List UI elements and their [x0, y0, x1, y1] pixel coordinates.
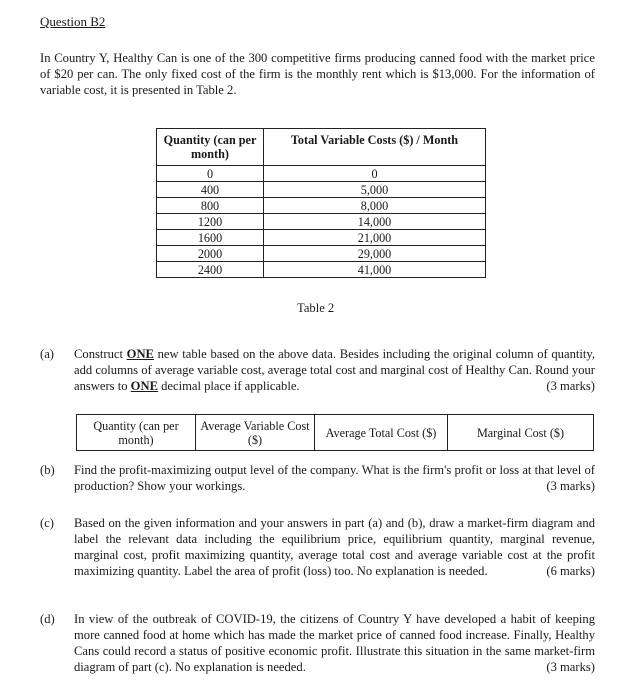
header-total-variable-cost: Total Variable Costs ($) / Month: [264, 129, 486, 166]
answer-table-template: [76, 414, 594, 451]
cell-quantity: 2000: [157, 246, 264, 262]
part-b: [40, 462, 595, 494]
part-a-marks: (3 marks): [546, 379, 595, 393]
cell-quantity: 400: [157, 182, 264, 198]
table-row: [157, 182, 486, 198]
table-2: [156, 128, 486, 278]
header-quantity: Quantity (can per month): [77, 415, 196, 451]
header-average-total-cost: Average Total Cost ($): [315, 415, 448, 451]
table-header-row: [77, 415, 594, 451]
header-quantity: Quantity (can per month): [157, 129, 264, 166]
cell-tvc: 5,000: [264, 182, 486, 198]
part-c-marks: (6 marks): [546, 564, 595, 578]
cell-tvc: 21,000: [264, 230, 486, 246]
cell-quantity: 0: [157, 166, 264, 182]
part-c-text: Based on the given information and your answers in part (a) and (b), draw a market-firm diagram and label the relevant data including the equilibrium price, equilibrium quantity, marginal revenue, marginal cost, profit maximizing quantity, average total cost and average variable cost at the profit maximizing quantity. Label the area of profit (loss) too. No explanation is needed.: [74, 516, 595, 578]
header-marginal-cost: Marginal Cost ($): [448, 415, 594, 451]
cell-quantity: 2400: [157, 262, 264, 278]
cell-tvc: 8,000: [264, 198, 486, 214]
part-c-label: (c): [40, 516, 54, 530]
table-row: [157, 246, 486, 262]
table-2-caption: Table 2: [297, 301, 335, 315]
table-row: [157, 214, 486, 230]
table-row: [157, 166, 486, 182]
table-row: [157, 262, 486, 278]
part-a: [40, 346, 595, 394]
cell-quantity: 1600: [157, 230, 264, 246]
cell-tvc: 0: [264, 166, 486, 182]
part-d-label: (d): [40, 612, 55, 626]
part-c: [40, 515, 595, 579]
table-row: [157, 198, 486, 214]
part-a-label: (a): [40, 347, 54, 361]
table-row: [157, 230, 486, 246]
part-b-marks: (3 marks): [546, 479, 595, 493]
cell-quantity: 1200: [157, 214, 264, 230]
emphasis-one: ONE: [130, 379, 158, 393]
cell-tvc: 41,000: [264, 262, 486, 278]
table-header-row: [157, 129, 486, 166]
question-title: Question B2: [40, 14, 106, 29]
part-d: [40, 611, 595, 675]
part-d-marks: (3 marks): [546, 660, 595, 674]
part-a-text: Construct ONE new table based on the above data. Besides including the original column of quantity, add columns of average variable cost, average total cost and marginal cost of Healthy Can. Round your answers to ONE decimal place if applicable. (3 marks): [74, 347, 595, 393]
cell-tvc: 29,000: [264, 246, 486, 262]
part-d-text: In view of the outbreak of COVID-19, the citizens of Country Y have developed a habit of keeping more canned food at home which has made the market price of canned food increase. Finally, Healthy Cans could record a status of positive economic profit. Illustrate this situation in the same market-firm diagram of part (c). No explanation is needed.: [74, 612, 595, 674]
part-b-label: (b): [40, 463, 55, 477]
emphasis-one: ONE: [126, 347, 154, 361]
cell-quantity: 800: [157, 198, 264, 214]
part-b-text: Find the profit-maximizing output level of the company. What is the firm's profit or loss at that level of production? Show your workings.: [74, 463, 595, 493]
intro-paragraph: In Country Y, Healthy Can is one of the 300 competitive firms producing canned food with the market price of $20 per can. The only fixed cost of the firm is the monthly rent which is $13,000. For the information of variable cost, it is presented in Table 2.: [40, 51, 595, 97]
header-average-variable-cost: Average Variable Cost ($): [196, 415, 315, 451]
cell-tvc: 14,000: [264, 214, 486, 230]
